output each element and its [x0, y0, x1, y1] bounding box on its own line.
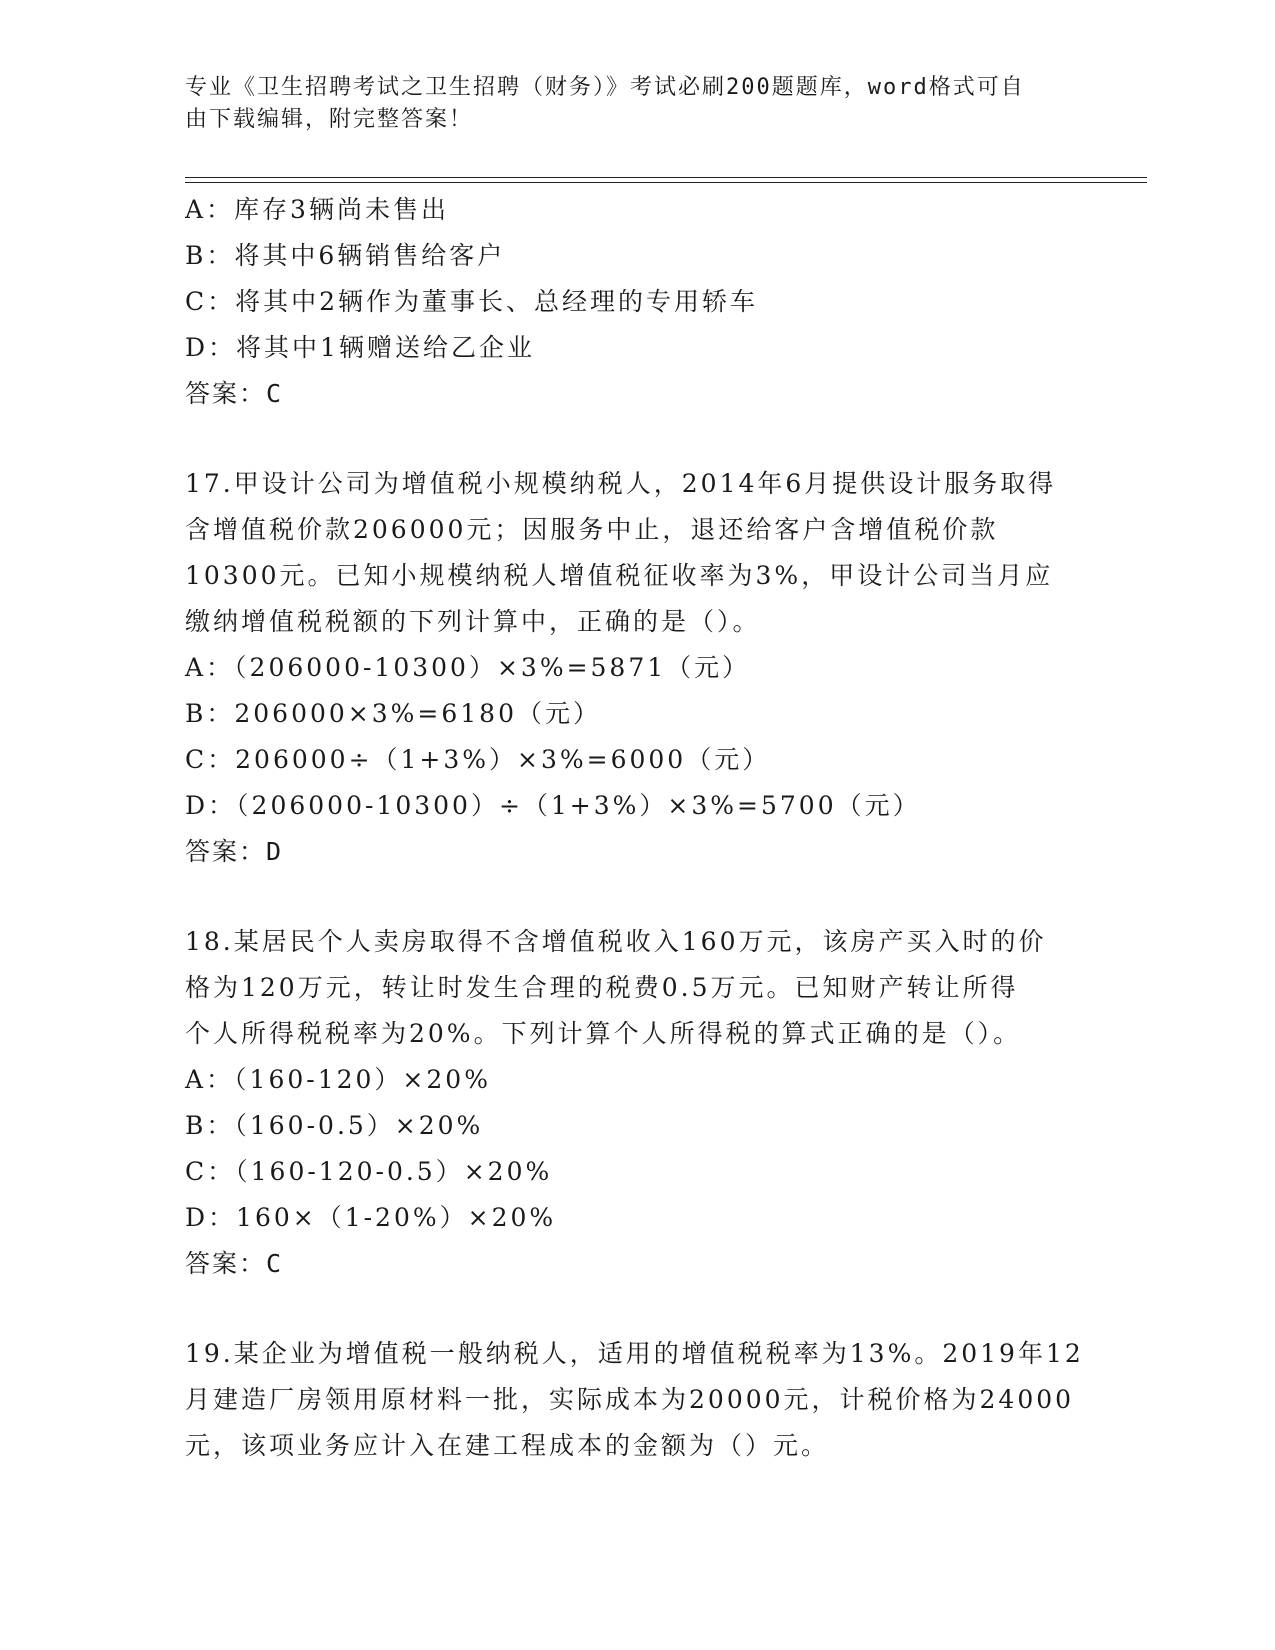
header-line-2: 由下载编辑，附完整答案！ — [185, 107, 474, 132]
option-c: C：（160-120-0.5）×20% — [185, 1157, 553, 1186]
question-stem-line: 元，该项业务应计入在建工程成本的金额为（）元。 — [185, 1431, 830, 1460]
question-stem-line: 17.甲设计公司为增值税小规模纳税人，2014年6月提供设计服务取得 — [185, 469, 1057, 498]
option-c: C：将其中2辆作为董事长、总经理的专用轿车 — [185, 287, 759, 316]
question-stem-line: 10300元。已知小规模纳税人增值税征收率为3%，甲设计公司当月应 — [185, 561, 1054, 590]
option-d: D：将其中1辆赠送给乙企业 — [185, 333, 535, 362]
document-header — [185, 72, 1065, 136]
question-16-options — [185, 187, 1085, 417]
question-stem-line: 月建造厂房领用原材料一批，实际成本为20000元，计税价格为24000 — [185, 1385, 1075, 1414]
question-stem-line: 格为120万元，转让时发生合理的税费0.5万元。已知财产转让所得 — [185, 973, 1019, 1002]
header-line-1: 专业《卫生招聘考试之卫生招聘（财务）》考试必刷200题题库，word格式可自 — [185, 75, 1025, 100]
option-c: C：206000÷（1+3%）×3%=6000（元） — [185, 745, 771, 774]
answer: 答案：C — [185, 379, 284, 408]
header-divider — [185, 177, 1147, 183]
answer: 答案：D — [185, 837, 284, 866]
option-a: A：（206000-10300）×3%=5871（元） — [185, 653, 751, 682]
question-stem-line: 19.某企业为增值税一般纳税人，适用的增值税税率为13%。2019年12 — [185, 1339, 1084, 1368]
question-stem-line: 个人所得税税率为20%。下列计算个人所得税的算式正确的是（）。 — [185, 1019, 1022, 1048]
question-content — [185, 187, 1085, 1469]
question-17 — [185, 461, 1085, 875]
option-d: D：（206000-10300）÷（1+3%）×3%=5700（元） — [185, 791, 921, 820]
question-stem-line: 含增值税价款206000元；因服务中止，退还给客户含增值税价款 — [185, 515, 999, 544]
option-b: B：206000×3%=6180（元） — [185, 699, 601, 728]
option-a: A：（160-120）×20% — [185, 1065, 491, 1094]
option-a: A：库存3辆尚未售出 — [185, 195, 449, 224]
question-stem-line: 缴纳增值税税额的下列计算中，正确的是（）。 — [185, 607, 761, 636]
option-d: D：160×（1-20%）×20% — [185, 1203, 557, 1232]
question-18 — [185, 919, 1085, 1287]
option-b: B：（160-0.5）×20% — [185, 1111, 484, 1140]
answer: 答案：C — [185, 1249, 284, 1278]
question-19 — [185, 1331, 1085, 1469]
question-stem-line: 18.某居民个人卖房取得不含增值税收入160万元，该房产买入时的价 — [185, 927, 1047, 956]
option-b: B：将其中6辆销售给客户 — [185, 241, 506, 270]
